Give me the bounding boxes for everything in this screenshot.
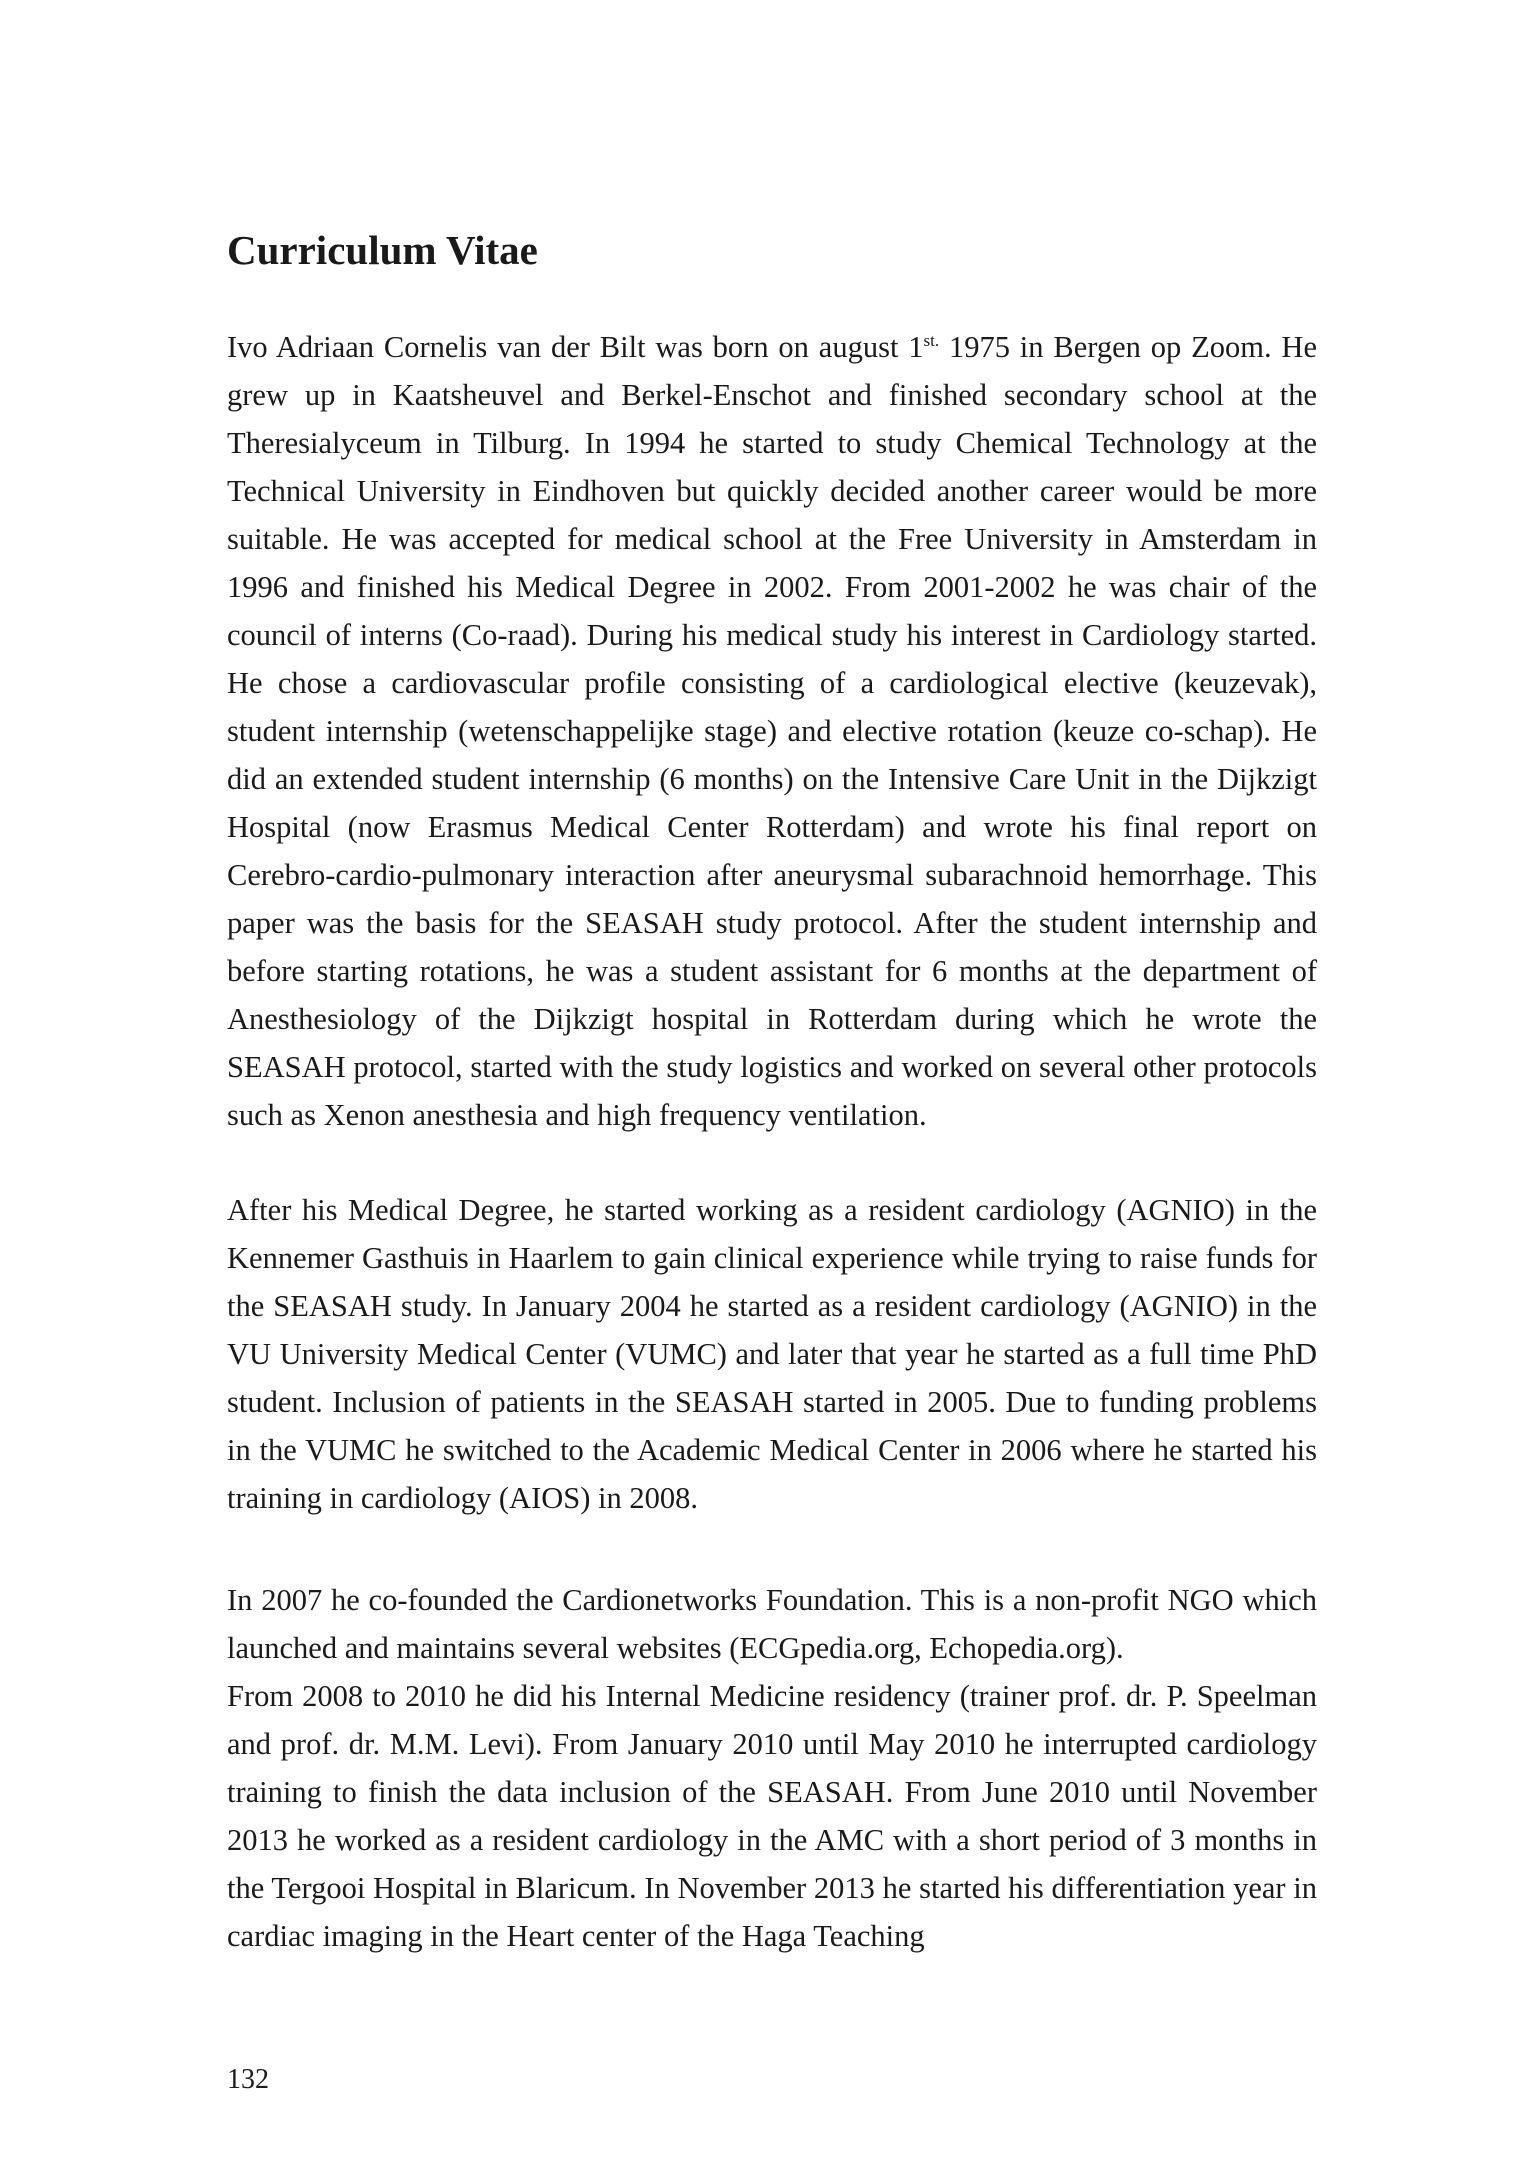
ordinal-superscript: st.	[923, 330, 940, 350]
paragraph-birth-education	[227, 323, 1317, 1139]
page-title: Curriculum Vitae	[227, 227, 538, 273]
page-number: 132	[227, 2064, 269, 2095]
paragraph-career: After his Medical Degree, he started working as a resident cardiology (AGNIO) in the Kennemer Gasthuis in Haarlem to gain clinical experience while trying to raise funds for the SEASAH study. In January 2004 he started as a resident cardiology (AGNIO) in the VU University Medical Center (VUMC) and later that year he started as a full time PhD student. Inclusion of patients in the SEASAH started in 2005. Due to funding problems in the VUMC he switched to the Academic Medical Center in 2006 where he started his training in cardiology (AIOS) in 2008.	[227, 1193, 1317, 1515]
paragraph-residency: From 2008 to 2010 he did his Internal Medicine residency (trainer prof. dr. P. Speelman and prof. dr. M.M. Levi). From January 2010 until May 2010 he interrupted cardiology training to finish the data inclusion of the SEASAH. From June 2010 until November 2013 he worked as a resident cardiology in the AMC with a short period of 3 months in the Tergooi Hospital in Blaricum. In November 2013 he started his differentiation year in cardiac imaging in the Heart center of the Haga Teaching	[227, 1679, 1317, 1953]
paragraph-foundation: In 2007 he co-founded the Cardionetworks Foundation. This is a non-profit NGO which launched and maintains several websites (ECGpedia.org, Echopedia.org).	[227, 1583, 1317, 1665]
paragraph-text: Ivo Adriaan Cornelis van der Bilt was born on august 1	[227, 330, 924, 364]
paragraph-text: 1975 in Bergen op Zoom. He grew up in Kaatsheuvel and Berkel-Enschot and finished secondary school at the Theresialyceum in Tilburg. In 1994 he started to study Chemical Technology at the Technical University in Eindhoven but quickly decided another career would be more suitable. He was accepted for medical school at the Free University in Amsterdam in 1996 and finished his Medical Degree in 2002. From 2001-2002 he was chair of the council of interns (Co-raad). During his medical study his interest in Cardiology started. He chose a cardiovascular profile consisting of a cardiological elective (keuzevak), student internship (wetenschappelijke stage) and elective rotation (keuze co-schap). He did an extended student internship (6 months) on the Intensive Care Unit in the Dijkzigt Hospital (now Erasmus Medical Center Rotterdam) and wrote his final report on Cerebro-cardio-pulmonary interaction after aneurysmal subarachnoid hemorrhage. This paper was the basis for the SEASAH study protocol. After the student internship and before starting rotations, he was a student assistant for 6 months at the department of Anesthesiology of the Dijkzigt hospital in Rotterdam during which he wrote the SEASAH protocol, started with the study logistics and worked on several other protocols such as Xenon anesthesia and high frequency ventilation.	[227, 330, 1317, 1132]
